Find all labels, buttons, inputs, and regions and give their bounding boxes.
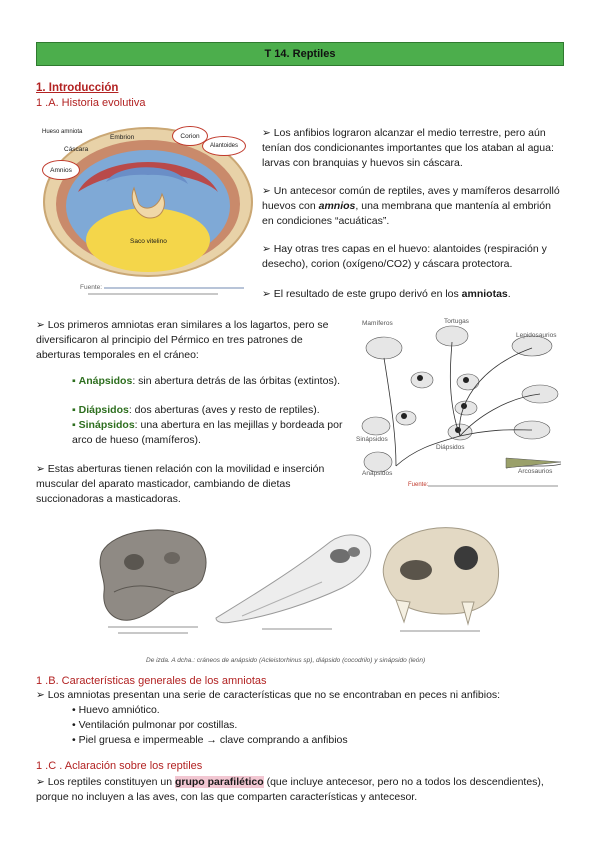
characteristic-item: • Ventilación pulmonar por costillas. [72, 719, 238, 731]
para-amniotes-c: . [507, 288, 511, 300]
characteristics-intro: ➢ Los amniotas presentan una serie de características que no se encontraban en peces ni anfibios: [36, 689, 501, 701]
skull-type-sinapsidos: ▪ Sinápsidos: una abertura en las mejillas y bordeada por arco de hueso (mamíferos). [72, 419, 343, 446]
label-hueso-amniota: Hueso amniota [42, 129, 83, 135]
tree-label-sinapsidos: Sinápsidos [356, 436, 388, 443]
egg-source-label: Fuente: [80, 284, 103, 291]
para-amnios [262, 184, 562, 229]
para-amnios-c: , una membrana que mantenía al embrión en condiciones “acuáticas”. [262, 200, 551, 227]
para-amphibians: ➢ Los anfibios lograron alcanzar el medio terrestre, pero aún tenían dos condicionantes importantes que los ataban al agua: larvas con branquias y huevos sin cáscara. [262, 127, 554, 169]
term-anapsidos: Anápsidos [78, 375, 133, 387]
para-openings: ➢ Estas aberturas tienen relación con la movilidad e inserción muscular del aparato masticador, cambiando de dietas succionadoras a masticadoras. [36, 463, 325, 505]
term-diapsidos: Diápsidos [78, 404, 129, 416]
amniote-egg-figure [38, 122, 254, 302]
para-first-amniotes: ➢ Los primeros amniotas eran similares a los lagartos, pero se diversificaron al principio del Pérmico en tres patrones de aberturas temporales en el cráneo: [36, 319, 329, 361]
tree-label-tortugas: Tortugas [444, 318, 469, 325]
skull-diapsid-image [212, 522, 374, 642]
egg-source-link-2 [88, 293, 218, 295]
label-amnios: Amnios [42, 160, 80, 180]
para-paraphyletic [36, 775, 564, 805]
label-saco-vitelino: Saco vitelino [130, 238, 167, 245]
page-title: T 14. Reptiles [264, 48, 336, 60]
skull-anapsid-image [94, 522, 214, 642]
text-sinapsidos: : una abertura en las mejillas y bordeada por arco de hueso (mamíferos). [72, 419, 343, 446]
tree-source-label: Fuente: [408, 482, 429, 488]
para-amniotes [262, 287, 562, 302]
label-corion: Corion [172, 126, 208, 146]
section-subheading-history: 1 .A. Historia evolutiva [36, 97, 146, 109]
skull-caption: De izda. A dcha.: cráneos de anápsido (Acleistorhinus sp), diápsido (cocodrilo) y sinápsido (león) [146, 657, 426, 664]
characteristic-item: • Piel gruesa e impermeable → clave comprando a anfibios [72, 734, 348, 746]
label-alantoides: Alantoides [202, 136, 246, 156]
text-diapsidos: : dos aberturas (aves y resto de reptiles). [128, 404, 320, 416]
section-heading-intro: 1. Introducción [36, 82, 119, 94]
para-paraphyletic-a: ➢ Los reptiles constituyen un [36, 776, 175, 788]
text-anapsidos: : sin abertura detrás de las órbitas (extintos). [132, 375, 341, 387]
section-heading-characteristics: 1 .B. Características generales de los amniotas [36, 675, 267, 687]
term-amnios: amnios [318, 200, 356, 212]
tree-source-link [428, 485, 558, 487]
para-amnios-a: ➢ Un antecesor común de reptiles, aves y mamíferos desarrolló huevos con [262, 185, 560, 212]
term-grupo-parafiletico: grupo parafilético [174, 776, 264, 788]
label-cascara: Cáscara [64, 146, 89, 153]
para-paraphyletic-c: (que incluye antecesor, pero no a todos los descendientes), porque no incluyen a las aves, con las que comparten características y antecesor. [36, 776, 544, 803]
para-amniotes-a: ➢ El resultado de este grupo derivó en los [262, 288, 462, 300]
characteristic-item: • Huevo amniótico. [72, 704, 160, 716]
skull-type-diapsidos: ▪ Diápsidos: dos aberturas (aves y resto de reptiles). [72, 404, 320, 416]
section-heading-clarification: 1 .C . Aclaración sobre los reptiles [36, 760, 203, 772]
label-embrion: Embrion [110, 134, 135, 141]
term-amniotas: amniotas [461, 288, 508, 300]
tree-label-mamiferos: Mamíferos [362, 320, 393, 327]
tree-label-arcosaurios: Arcosaurios [518, 468, 553, 475]
tree-label-lepidosaurios: Lepidosaurios [516, 332, 557, 339]
para-egg-layers: ➢ Hay otras tres capas en el huevo: alantoides (respiración y desecho), corion (oxígeno/CO2) y cáscara protectora. [262, 243, 547, 270]
phylogeny-figure [356, 318, 566, 496]
term-sinapsidos: Sinápsidos [78, 419, 135, 431]
page-title-bar [36, 42, 564, 66]
tree-label-anapsidos: Anápsidos [362, 470, 393, 477]
skull-type-anapsidos: ▪ Anápsidos: sin abertura detrás de las órbitas (extintos). [72, 375, 341, 387]
egg-source-link [104, 287, 244, 289]
tree-label-diapsidos: Diápsidos [436, 444, 465, 451]
skull-synapsid-image [376, 518, 504, 642]
